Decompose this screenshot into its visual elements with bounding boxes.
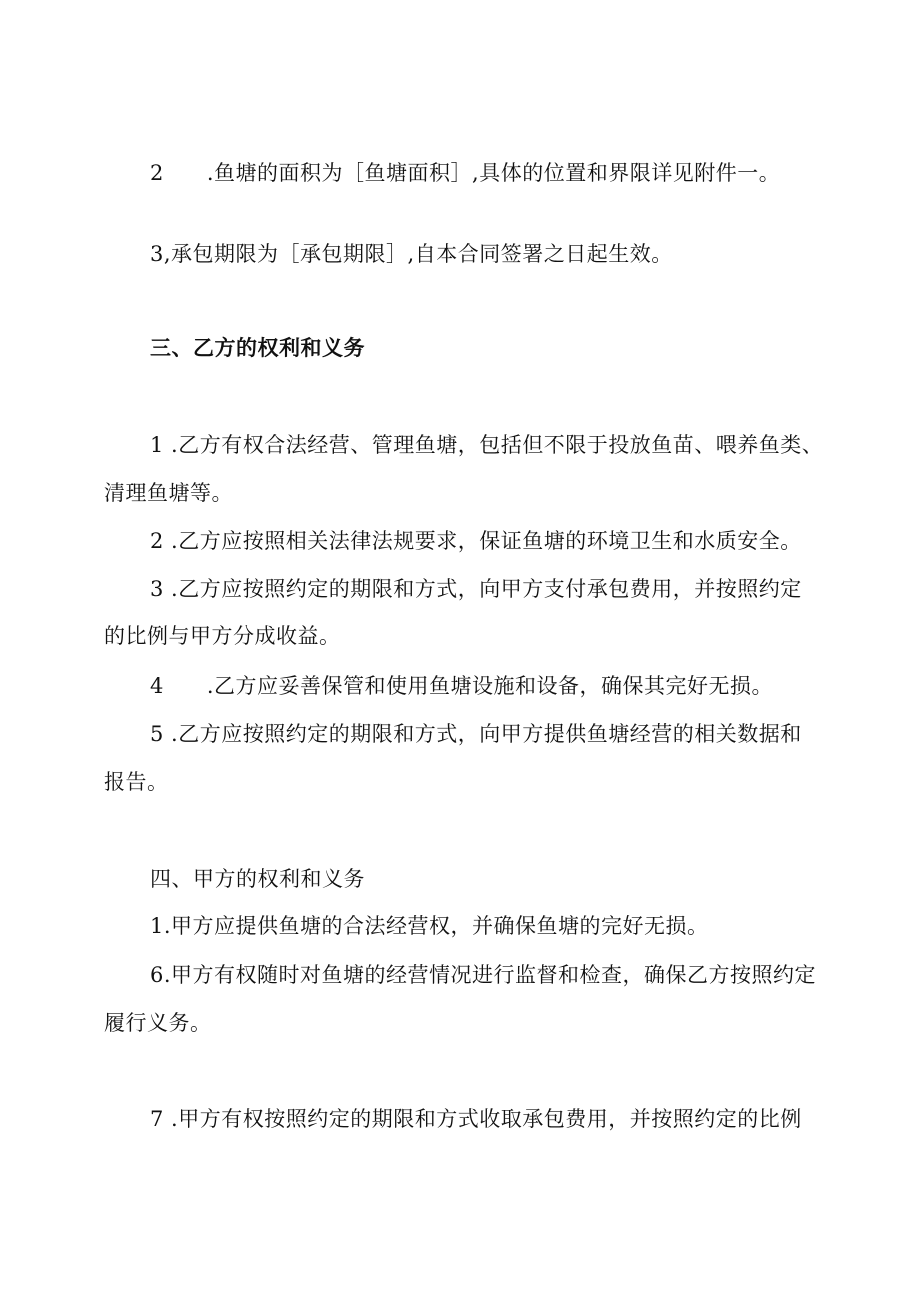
party-b-clause-1: 1 .乙方有权合法经营、管理鱼塘，包括但不限于投放鱼苗、喂养鱼类、 [150,433,824,457]
party-a-clause-6-cont: 履行义务。 [104,1011,212,1035]
party-b-clause-5: 5 .乙方应按照约定的期限和方式，向甲方提供鱼塘经营的相关数据和 [150,722,802,746]
party-b-clause-3: 3 .乙方应按照约定的期限和方式，向甲方支付承包费用，并按照约定 [150,577,802,601]
section-heading-party-a-rights: 四、甲方的权利和义务 [150,867,365,891]
party-b-clause-3-cont: 的比例与甲方分成收益。 [104,624,341,648]
party-b-clause-4: 4 .乙方应妥善保管和使用鱼塘设施和设备，确保其完好无损。 [150,674,774,698]
party-a-clause-1: 1.甲方应提供鱼塘的合法经营权，并确保鱼塘的完好无损。 [150,914,709,938]
party-a-clause-6: 6.甲方有权随时对鱼塘的经营情况进行监督和检查，确保乙方按照约定 [150,963,817,987]
party-b-clause-1-cont: 清理鱼塘等。 [104,481,233,505]
clause-2-pond-area: 2 .鱼塘的面积为［鱼塘面积］,具体的位置和界限详见附件一。 [150,161,781,185]
section-heading-party-b-rights: 三、乙方的权利和义务 [150,336,365,360]
party-b-clause-5-cont: 报告。 [104,770,169,794]
clause-3-contract-term: 3,承包期限为［承包期限］,自本合同签署之日起生效。 [150,242,673,266]
party-b-clause-2: 2 .乙方应按照相关法律法规要求，保证鱼塘的环境卫生和水质安全。 [150,529,802,553]
party-a-clause-7: 7 .甲方有权按照约定的期限和方式收取承包费用，并按照约定的比例 [150,1107,802,1131]
